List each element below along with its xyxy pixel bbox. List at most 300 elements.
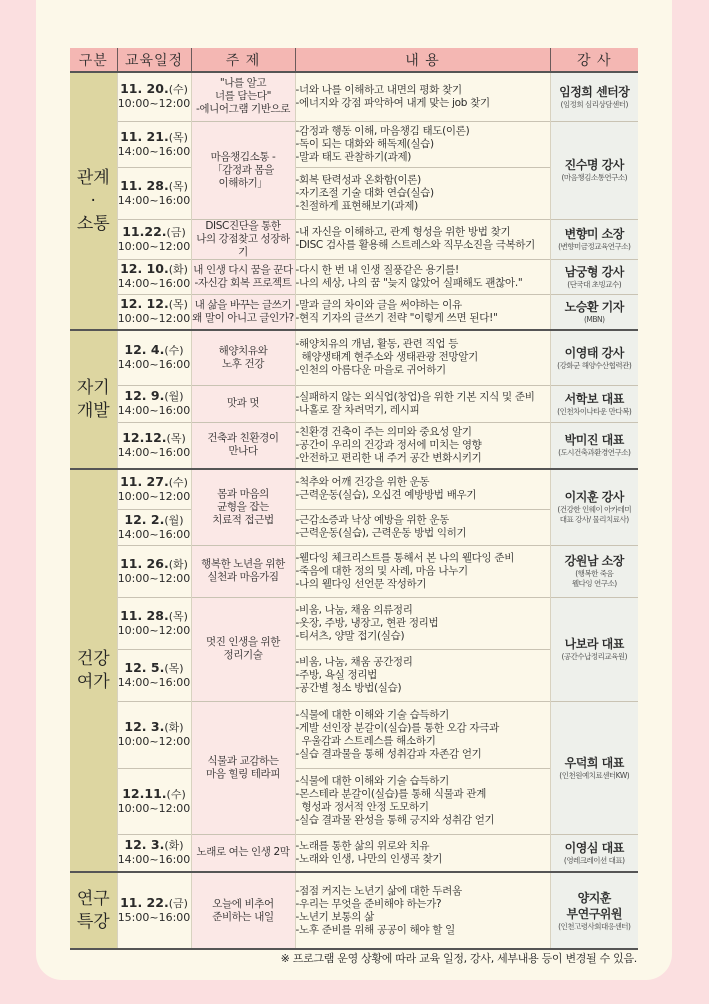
content-cell: [295, 259, 550, 294]
date-value: 11. 26.: [120, 555, 169, 571]
time-range: 10:00~12:00: [117, 735, 191, 748]
category-cell: [70, 872, 117, 949]
date-value: 12. 3.: [124, 837, 165, 853]
content-line: -안전하고 편리한 내 주거 공간 변화시키기: [295, 451, 482, 464]
topic-line: 내 인생 다시 꿈을 꾼다: [193, 263, 293, 276]
topic-line: 실천과 마음가짐: [207, 571, 279, 583]
day-of-week: (목): [166, 431, 186, 445]
date-line: [118, 475, 191, 490]
topic-cell: [191, 72, 295, 121]
topic-cell: [191, 294, 295, 330]
content-line: -에너지와 강점 파악하여 내게 맞는 job 찾기: [295, 96, 490, 109]
content-line: 우울감과 스트레스를 해소하기: [301, 734, 436, 747]
instructor-name-line: 우덕희 대표: [564, 755, 624, 770]
instructor-org-line: (단국대 초빙교수): [567, 279, 622, 289]
instructor-org: [551, 652, 639, 662]
topic-line: -에니어그램 기반으로: [195, 103, 290, 116]
topic-line: 행복한 노년을 위한: [201, 558, 285, 570]
day-of-week: (목): [168, 130, 188, 144]
schedule-cell: [117, 701, 191, 768]
category-label: 여가: [76, 671, 110, 692]
schedule-cell: [117, 768, 191, 834]
instructor-name: [551, 890, 639, 922]
schedule-cell: [117, 330, 191, 385]
topic-line: 마음 힐링 테라피: [205, 767, 281, 780]
day-of-week: (화): [168, 263, 188, 276]
table-row: [70, 294, 638, 330]
content-line: -해양치유의 개념, 활동, 관련 직업 등: [295, 338, 459, 351]
topic-line: 노후 건강: [222, 357, 264, 370]
content-cell: [295, 294, 550, 330]
schedule-cell: [117, 219, 191, 259]
instructor-org-line: (건강한 인웨이 아카데미: [557, 505, 632, 515]
topic-line: 멋진 인생을 위한: [205, 636, 281, 648]
instructor-name-line: 박미진 대표: [564, 433, 624, 448]
day-of-week: (수): [164, 344, 184, 358]
content-cell: [295, 469, 550, 509]
date-value: 11. 28.: [120, 177, 169, 193]
schedule-cell: [117, 649, 191, 701]
instructor-org-line: (도시건축과환경연구소): [558, 448, 631, 458]
instructor-cell: [550, 834, 638, 872]
topic-cell: [191, 545, 295, 597]
day-of-week: (월): [164, 390, 184, 403]
date-line: [118, 130, 191, 145]
content-line: -게발 선인장 분갈이(실습)를 통한 오감 자극과: [295, 721, 499, 734]
date-value: 12. 3.: [124, 719, 165, 734]
instructor-org: [551, 856, 639, 866]
content-line: -내 자신을 이해하고, 관계 형성을 위한 방법 찾기: [295, 226, 511, 238]
instructor-name: [551, 636, 639, 652]
content-line: -회복 탄력성과 온화함(이론): [295, 173, 421, 186]
date-line: [118, 431, 191, 446]
instructor-org-line: (행복한 죽음: [575, 569, 614, 578]
date-line: [118, 838, 191, 853]
content-line: -너와 나를 이해하고 내면의 평화 찾기: [295, 83, 462, 96]
date-line: [118, 609, 191, 624]
instructor-org: [551, 242, 639, 252]
date-value: 12. 12.: [120, 296, 169, 312]
day-of-week: (목): [164, 661, 184, 675]
content-line: -인천의 아름다운 마을로 귀어하기: [295, 364, 446, 377]
schedule-table: [70, 48, 638, 950]
content-line: -주방, 욕실 정리법: [295, 668, 378, 681]
content-cell: [295, 509, 550, 545]
instructor-name: [551, 226, 639, 242]
instructor-name-line: 양지훈: [577, 890, 611, 905]
day-of-week: (목): [168, 609, 188, 623]
content-line: -근력운동(실습), 오십견 예방방법 배우기: [295, 489, 477, 502]
time-range: 14:00~16:00: [117, 404, 191, 417]
instructor-org: [551, 505, 639, 525]
instructor-name-line: 이영태 강사: [564, 345, 624, 360]
time-range: 14:00~16:00: [117, 675, 191, 689]
instructor-name: [551, 489, 639, 505]
instructor-org: [551, 922, 639, 932]
content-line: -나의 세상, 나의 꿈 "늦지 않았어 실패해도 괜찮아.": [295, 276, 523, 289]
schedule-cell: [117, 597, 191, 649]
table-row: [70, 545, 638, 597]
content-line: -공간이 우리의 건강과 정서에 미치는 영향: [295, 438, 482, 451]
day-of-week: (월): [164, 513, 184, 527]
content-cell: [295, 597, 550, 649]
instructor-name: [551, 840, 639, 856]
content-line: -몬스테라 분갈이(실습)를 통해 식물과 관계: [295, 788, 487, 800]
date-value: 12. 10.: [120, 261, 169, 276]
time-range: 14:00~16:00: [117, 277, 191, 290]
instructor-org: [551, 315, 639, 325]
topic-cell: [191, 121, 295, 219]
instructor-name: [551, 264, 639, 280]
schedule-cell: [117, 294, 191, 330]
content-line: -나의 웰다잉 선언문 작성하기: [295, 577, 427, 590]
instructor-cell: [550, 469, 638, 545]
instructor-name-line: 강원남 소장: [564, 554, 624, 568]
topic-line: 건축과 친환경이: [207, 432, 279, 445]
content-line: -감정과 행동 이해, 마음챙김 태도(이론): [295, 124, 470, 137]
table-header: [70, 48, 638, 72]
day-of-week: (수): [168, 475, 188, 489]
content-cell: [295, 167, 550, 219]
date-line: [118, 225, 191, 240]
date-value: 12.11.: [122, 785, 167, 801]
instructor-org: [551, 173, 639, 183]
instructor-cell: [550, 259, 638, 294]
instructor-cell: [550, 294, 638, 330]
table-row: [70, 121, 638, 167]
instructor-cell: [550, 72, 638, 121]
day-of-week: (수): [166, 787, 186, 801]
content-cell: [295, 872, 550, 949]
instructor-name-line: 서학보 대표: [564, 391, 624, 406]
table-row: [70, 385, 638, 422]
content-line: -우리는 무엇을 준비해야 하는가?: [295, 897, 442, 910]
topic-cell: [191, 834, 295, 872]
topic-line: 준비하는 내일: [212, 910, 274, 923]
content-line: -실습 결과물을 통해 성취감과 자존감 얻기: [295, 747, 482, 760]
time-range: 10:00~12:00: [117, 571, 191, 585]
topic-line: 식물과 교감하는: [207, 754, 279, 767]
instructor-name-line: 이지훈 강사: [564, 490, 624, 505]
header-content: 내 용: [295, 48, 550, 72]
time-range: 14:00~16:00: [117, 193, 191, 207]
content-line: -공간별 청소 방법(실습): [295, 681, 402, 694]
content-line: -점점 커지는 노년기 삶에 대한 두려움: [295, 884, 462, 897]
schedule-cell: [117, 545, 191, 597]
date-value: 11. 22.: [120, 895, 169, 910]
topic-line: 해양치유와: [218, 344, 268, 357]
topic-line: 너를 담는다": [214, 90, 272, 103]
instructor-org-line: (변향미금정교육연구소): [558, 242, 631, 251]
content-line: -옷장, 주방, 냉장고, 현관 정리법: [295, 616, 439, 629]
date-line: [118, 343, 191, 358]
schedule-cell: [117, 422, 191, 469]
instructor-name-line: 남궁형 강사: [564, 264, 624, 279]
content-line: -말과 태도 관찰하기(과제): [295, 150, 412, 163]
content-cell: [295, 219, 550, 259]
content-line: -다시 한 번 내 인생 질풍같은 용기를!: [295, 263, 459, 276]
instructor-name-line: 변향미 소장: [564, 227, 624, 241]
content-cell: [295, 330, 550, 385]
topic-cell: [191, 219, 295, 259]
date-line: [118, 787, 191, 802]
content-cell: [295, 834, 550, 872]
content-line: -나홀로 잘 차려먹기, 레시피: [295, 403, 420, 416]
content-line: -실패하지 않는 외식업(창업)을 위한 기본 지식 및 준비: [295, 390, 535, 403]
content-line: -노래를 통한 삶의 위로와 치유: [295, 839, 430, 852]
content-line: -죽음에 대한 정의 및 사례, 마음 나누기: [295, 564, 468, 577]
category-label: 특강: [76, 911, 110, 932]
category-label: 소통: [76, 213, 110, 234]
schedule-cell: [117, 72, 191, 121]
topic-line: 왜 말이 아니고 글인가?: [192, 311, 294, 324]
table-row: [70, 259, 638, 294]
footnote: ※ 프로그램 운영 상황에 따라 교육 일정, 강사, 세부내용 등이 변경될 수 있음.: [280, 952, 637, 965]
day-of-week: (금): [168, 897, 188, 910]
instructor-org-line: (영레크레이션 대표): [563, 855, 625, 865]
content-line: -말과 글의 차이와 글을 써야하는 이유: [295, 298, 462, 311]
time-range: 10:00~12:00: [117, 239, 191, 253]
table-row: [70, 422, 638, 469]
content-line: -실습 결과물 완성을 통해 긍지와 성취감 얻기: [295, 814, 495, 826]
content-cell: [295, 768, 550, 834]
date-value: 11. 28.: [120, 607, 169, 623]
day-of-week: (금): [166, 225, 186, 239]
content-cell: [295, 121, 550, 167]
header-category: 구분: [70, 48, 117, 72]
content-cell: [295, 649, 550, 701]
instructor-cell: [550, 219, 638, 259]
content-line: -비움, 나눔, 채움 공간정리: [295, 655, 413, 668]
date-line: [118, 262, 191, 277]
table-row: [70, 701, 638, 768]
topic-line: 마음챙김소통 -: [210, 150, 276, 163]
instructor-org: [551, 361, 639, 371]
instructor-org: [551, 771, 639, 781]
topic-cell: [191, 872, 295, 949]
schedule-cell: [117, 469, 191, 509]
instructor-org-line: 대표 강사/ 물리치료사): [559, 515, 629, 525]
category-label: 관계: [76, 167, 110, 188]
date-value: 12. 2.: [124, 511, 165, 527]
content-line: -DISC 검사를 활용해 스트레스와 직무소진을 극복하기: [295, 239, 536, 251]
schedule-cell: [117, 834, 191, 872]
instructor-name-line: 진수명 강사: [564, 158, 624, 172]
date-value: 12. 5.: [124, 659, 165, 675]
date-line: [118, 513, 191, 528]
topic-cell: [191, 330, 295, 385]
instructor-cell: [550, 597, 638, 701]
topic-line: 몸과 마음의: [217, 487, 269, 500]
topic-cell: [191, 422, 295, 469]
topic-line: DISC진단을 통한: [205, 219, 281, 232]
time-range: 14:00~16:00: [117, 527, 191, 541]
instructor-org-line: (인천원예치료센터KW): [559, 770, 630, 780]
content-cell: [295, 545, 550, 597]
date-line: [118, 389, 191, 404]
table-row: [70, 834, 638, 872]
content-line: 해양생태계 현주소와 생태관광 전망알기: [301, 351, 478, 364]
topic-line: "나를 알고: [219, 77, 267, 90]
instructor-org-line: (인천고령사회대응센터): [558, 921, 631, 931]
date-line: [118, 297, 191, 312]
date-line: [118, 179, 191, 194]
instructor-org-line: (강화군 해양수산협력관): [557, 360, 632, 370]
instructor-cell: [550, 422, 638, 469]
day-of-week: (수): [168, 83, 188, 97]
date-line: [118, 82, 191, 97]
date-value: 11. 20.: [120, 81, 169, 97]
instructor-org: [551, 448, 639, 458]
topic-line: 균형을 잡는: [217, 500, 269, 513]
instructor-name-line: 이영심 대표: [564, 840, 624, 855]
time-range: 10:00~12:00: [117, 801, 191, 815]
content-line: -식물에 대한 이해와 기술 습득하기: [295, 775, 449, 787]
category-label: 건강: [76, 648, 110, 669]
instructor-org: [551, 569, 639, 589]
content-line: 형성과 정서적 안정 도모하기: [301, 801, 429, 813]
category-label: ·: [90, 190, 96, 211]
content-cell: [295, 422, 550, 469]
topic-line: 치료적 접근법: [212, 513, 274, 526]
content-line: -웰다잉 체크리스트를 통해서 본 나의 웰다잉 준비: [295, 551, 515, 564]
schedule-cell: [117, 167, 191, 219]
date-value: 12.12.: [122, 429, 167, 445]
topic-line: 나의 강점찾고 성장하기: [196, 232, 290, 258]
schedule-cell: [117, 385, 191, 422]
content-line: -근력운동(실습), 근력운동 방법 익히기: [295, 527, 467, 539]
content-line: -근감소증과 낙상 예방을 위한 운동: [295, 514, 449, 526]
table-row: [70, 597, 638, 649]
day-of-week: (화): [164, 721, 184, 734]
header-schedule: 교육일정: [117, 48, 191, 72]
content-line: -친환경 건축이 주는 의미와 중요성 알기: [295, 425, 472, 438]
time-range: 14:00~16:00: [117, 358, 191, 372]
topic-line: -자신감 회복 프로젝트: [194, 276, 292, 289]
schedule-cell: [117, 509, 191, 545]
content-cell: [295, 72, 550, 121]
content-line: -친절하게 표현해보기(과제): [295, 199, 418, 212]
instructor-name: [551, 345, 639, 361]
schedule-cell: [117, 121, 191, 167]
day-of-week: (화): [164, 839, 184, 853]
time-range: 14:00~16:00: [117, 144, 191, 158]
content-line: -노래와 인생, 나만의 인생곡 찾기: [295, 852, 443, 865]
instructor-name-line: 노승환 기자: [564, 299, 624, 314]
instructor-cell: [550, 872, 638, 949]
category-label: 자기: [76, 377, 110, 398]
instructor-cell: [550, 385, 638, 422]
category-cell: [70, 330, 117, 469]
table-row: [70, 330, 638, 385]
date-line: [118, 720, 191, 735]
content-line: -자기조절 기술 대화 연습(실습): [295, 186, 434, 199]
topic-cell: [191, 259, 295, 294]
time-range: 10:00~12:00: [117, 312, 191, 326]
topic-line: 만나다: [228, 445, 258, 458]
topic-line: 「감정과 몸을: [212, 163, 274, 176]
instructor-name-line: 임정희 센터장: [559, 84, 630, 99]
schedule-cell: [117, 259, 191, 294]
content-line: -노후 준비를 위해 공공이 해야 할 일: [295, 923, 456, 936]
topic-cell: [191, 597, 295, 701]
instructor-name-line: 나보라 대표: [564, 637, 624, 651]
header-instructor: 강 사: [550, 48, 638, 72]
content-line: -현직 기자의 글쓰기 전략 "이렇게 쓰면 된다!": [295, 311, 498, 324]
date-value: 11. 27.: [120, 473, 169, 489]
content-line: -비움, 나눔, 채움 의류정리: [295, 603, 413, 616]
instructor-name: [551, 755, 639, 771]
content-line: -독이 되는 대화와 해독제(실습): [295, 137, 434, 150]
content-cell: [295, 701, 550, 768]
instructor-cell: [550, 121, 638, 219]
instructor-name: [551, 553, 639, 569]
topic-cell: [191, 469, 295, 545]
instructor-org: [551, 407, 639, 417]
category-label: 개발: [76, 400, 110, 421]
date-value: 12. 4.: [124, 342, 165, 358]
time-range: 14:00~16:00: [117, 445, 191, 459]
instructor-org-line: (MBN): [583, 314, 605, 324]
table-row: [70, 219, 638, 259]
time-range: 15:00~16:00: [117, 911, 191, 924]
date-line: [118, 557, 191, 572]
instructor-org-line: (인천차이나타운 만다복): [557, 406, 632, 416]
instructor-org: [551, 100, 639, 110]
time-range: 10:00~12:00: [117, 489, 191, 503]
time-range: 14:00~16:00: [117, 853, 191, 867]
instructor-cell: [550, 545, 638, 597]
instructor-org-line: 웰다잉 연구소): [571, 579, 617, 588]
content-cell: [295, 385, 550, 422]
instructor-org-line: (마음챙김소통연구소): [561, 173, 628, 182]
instructor-name: [551, 84, 639, 100]
category-cell: [70, 72, 117, 330]
table-row: [70, 469, 638, 509]
content-line: -식물에 대한 이해와 기술 습득하기: [295, 708, 449, 721]
date-value: 11.22.: [122, 223, 167, 239]
time-range: 10:00~12:00: [117, 97, 191, 111]
category-label: 연구: [76, 888, 110, 909]
day-of-week: (화): [168, 557, 188, 571]
date-value: 12. 9.: [124, 388, 165, 403]
time-range: 10:00~12:00: [117, 623, 191, 637]
instructor-name: [551, 391, 639, 407]
instructor-org-line: (공간수납정리교육원): [561, 652, 628, 661]
instructor-name: [551, 299, 639, 315]
topic-line: 정리기술: [223, 649, 263, 661]
table-row: [70, 72, 638, 121]
instructor-name: [551, 432, 639, 448]
instructor-name: [551, 157, 639, 173]
topic-line: 노래로 여는 인생 2막: [196, 846, 290, 859]
date-line: [118, 896, 191, 911]
header-topic: 주 제: [191, 48, 295, 72]
date-value: 11. 21.: [120, 128, 169, 144]
schedule-cell: [117, 872, 191, 949]
topic-cell: [191, 701, 295, 834]
category-cell: [70, 469, 117, 872]
instructor-org-line: (임정희 심리상담센터): [560, 99, 628, 109]
instructor-name-line: 부연구위원: [566, 906, 622, 921]
instructor-cell: [550, 330, 638, 385]
topic-line: 이해하기」: [218, 176, 268, 189]
topic-line: 오늘에 비추어: [212, 897, 274, 910]
topic-line: 맛과 멋: [226, 397, 260, 409]
table-row: [70, 872, 638, 949]
instructor-org: [551, 280, 639, 290]
date-line: [118, 661, 191, 676]
